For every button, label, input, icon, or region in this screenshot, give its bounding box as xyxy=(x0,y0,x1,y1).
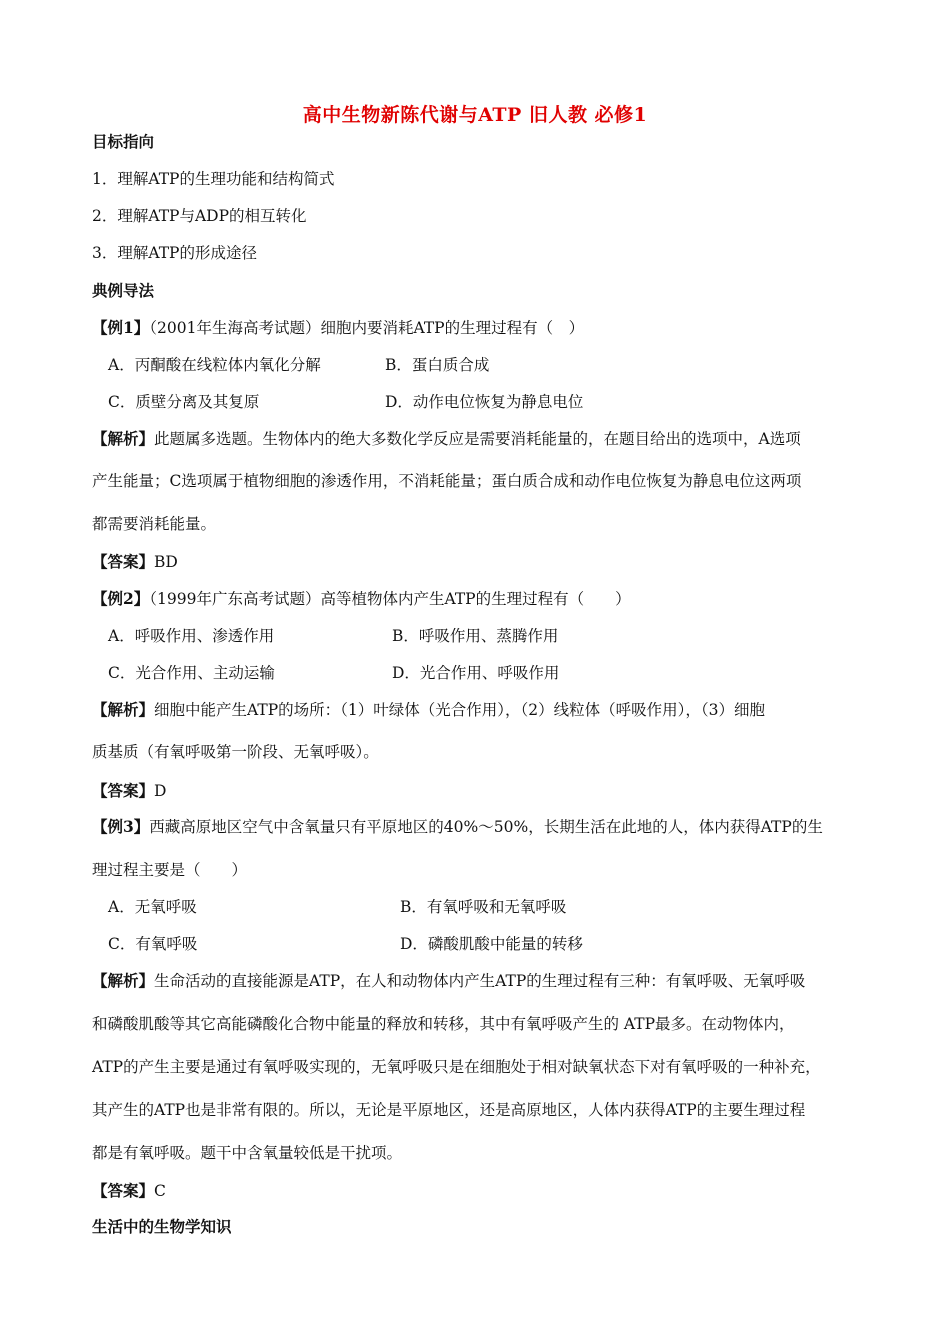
example-2-answer xyxy=(92,779,166,801)
goals-heading: 目标指向 xyxy=(92,132,155,151)
example-1-question: （2001年生海高考试题）细胞内要消耗ATP的生理过程有（ ） xyxy=(149,319,585,337)
example-3-option-b: B．有氧呼吸和无氧呼吸 xyxy=(400,898,567,916)
example-1-stem xyxy=(92,316,584,338)
example-2-analysis-line-2: 质基质（有氧呼吸第一阶段、无氧呼吸）。 xyxy=(92,743,379,761)
example-3-analysis-tag: 【解析】 xyxy=(92,971,155,990)
example-3-analysis-line-4: 其产生的ATP也是非常有限的。所以，无论是平原地区，还是高原地区，人体内获得ATP的主要生理过程 xyxy=(92,1101,806,1119)
example-1-analysis-line-1 xyxy=(92,427,801,449)
examples-heading: 典例导法 xyxy=(92,281,155,300)
example-3-option-c: C．有氧呼吸 xyxy=(108,935,198,953)
example-1-answer-value: BD xyxy=(154,553,178,571)
example-1-option-d: D．动作电位恢复为静息电位 xyxy=(385,393,584,411)
document-title: 高中生物新陈代谢与ATP 旧人教 必修1 xyxy=(302,104,648,126)
example-2-analysis-text-1: 细胞中能产生ATP的场所：（1）叶绿体（光合作用），（2）线粒体（呼吸作用），（3）细胞 xyxy=(154,701,765,719)
example-3-analysis-line-5: 都是有氧呼吸。题干中含氧量较低是干扰项。 xyxy=(92,1144,403,1162)
example-3-answer-tag: 【答案】 xyxy=(92,1181,155,1200)
example-3-stem-line-2: 理过程主要是（ ） xyxy=(92,861,248,879)
example-1-analysis-line-3: 都需要消耗能量。 xyxy=(92,515,217,533)
life-knowledge-heading: 生活中的生物学知识 xyxy=(92,1217,232,1236)
example-2-tag: 【例2】 xyxy=(92,589,150,608)
example-2-answer-value: D xyxy=(154,782,167,800)
example-1-option-b: B．蛋白质合成 xyxy=(385,356,490,374)
example-1-tag: 【例1】 xyxy=(92,318,150,337)
example-1-analysis-tag: 【解析】 xyxy=(92,429,155,448)
example-3-analysis-text-1: 生命活动的直接能源是ATP，在人和动物体内产生ATP的生理过程有三种：有氧呼吸、无氧呼吸 xyxy=(154,972,806,990)
example-2-answer-tag: 【答案】 xyxy=(92,781,155,800)
example-2-option-d: D．光合作用、呼吸作用 xyxy=(392,664,560,682)
example-3-answer-value: C xyxy=(154,1182,166,1200)
example-2-question: （1999年广东高考试题）高等植物体内产生ATP的生理过程有（ ） xyxy=(149,590,631,608)
example-2-analysis-tag: 【解析】 xyxy=(92,700,155,719)
goal-item-2: 2．理解ATP与ADP的相互转化 xyxy=(92,207,307,225)
example-1-option-a: A．丙酮酸在线粒体内氧化分解 xyxy=(108,356,321,374)
example-1-answer xyxy=(92,550,178,572)
example-3-option-a: A．无氧呼吸 xyxy=(108,898,197,916)
example-2-stem xyxy=(92,587,631,609)
example-3-analysis-line-1 xyxy=(92,969,805,991)
example-3-analysis-line-3: ATP的产生主要是通过有氧呼吸实现的，无氧呼吸只是在细胞处于相对缺氧状态下对有氧呼吸的一种补充， xyxy=(92,1058,821,1076)
goal-item-3: 3．理解ATP的形成途径 xyxy=(92,244,257,262)
example-3-tag: 【例3】 xyxy=(92,817,150,836)
example-1-analysis-text-1: 此题属多选题。生物体内的绝大多数化学反应是需要消耗能量的，在题目给出的选项中，A选项 xyxy=(154,430,801,448)
example-3-option-d: D．磷酸肌酸中能量的转移 xyxy=(400,935,583,953)
example-3-answer xyxy=(92,1179,166,1201)
example-3-analysis-line-2: 和磷酸肌酸等其它高能磷酸化合物中能量的释放和转移，其中有氧呼吸产生的 ATP最多。在动物体内， xyxy=(92,1015,795,1033)
example-2-analysis-line-1 xyxy=(92,698,765,720)
example-1-option-c: C．质壁分离及其复原 xyxy=(108,393,260,411)
example-2-option-c: C．光合作用、主动运输 xyxy=(108,664,275,682)
example-2-option-a: A．呼吸作用、渗透作用 xyxy=(108,627,275,645)
example-1-answer-tag: 【答案】 xyxy=(92,552,155,571)
example-3-question-1: 西藏高原地区空气中含氧量只有平原地区的40%～50%，长期生活在此地的人，体内获得ATP的生 xyxy=(149,818,823,836)
goal-item-1: 1．理解ATP的生理功能和结构简式 xyxy=(92,170,335,188)
example-3-stem-line-1 xyxy=(92,815,823,837)
example-1-analysis-line-2: 产生能量；C选项属于植物细胞的渗透作用，不消耗能量；蛋白质合成和动作电位恢复为静息电位这两项 xyxy=(92,472,802,490)
example-2-option-b: B．呼吸作用、蒸腾作用 xyxy=(392,627,559,645)
